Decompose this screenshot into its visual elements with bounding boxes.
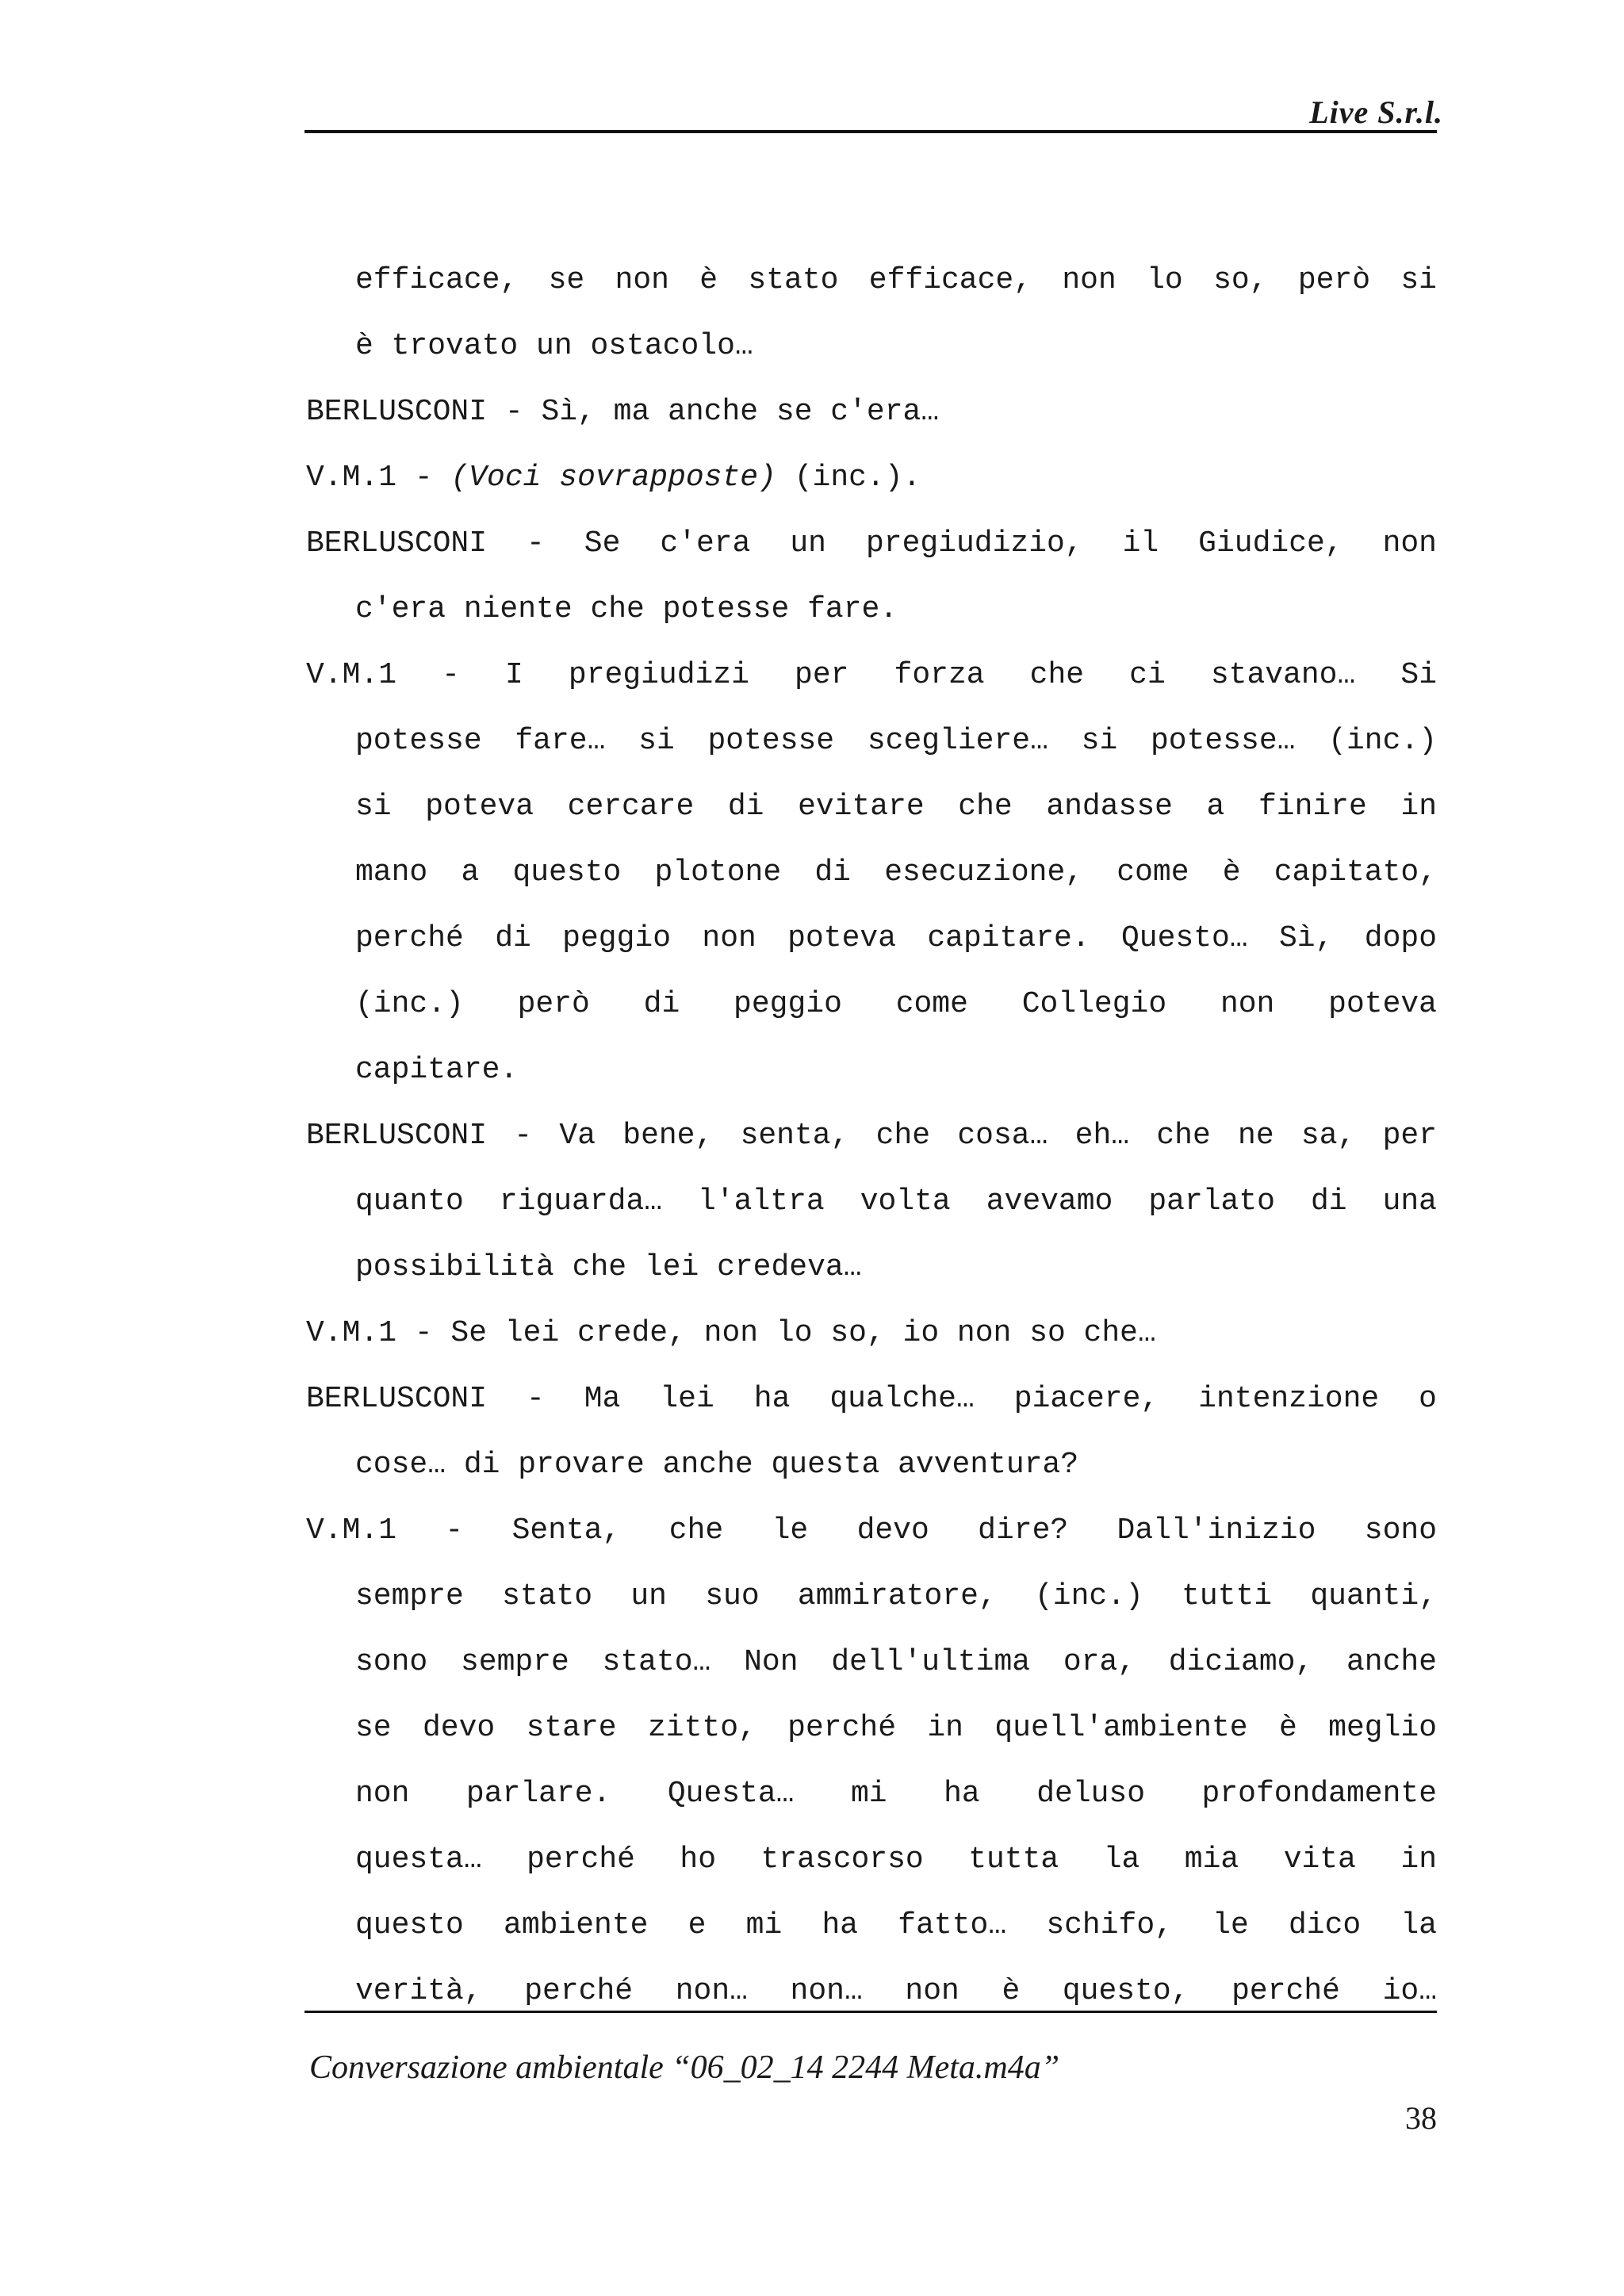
stage-direction: (Voci sovrapposte) — [450, 461, 776, 495]
transcript-line-text: V.M.1 - I pregiudizi per forza che ci stavano… Si — [306, 658, 1437, 692]
transcript-line — [306, 1892, 1437, 1958]
transcript-line-text: BERLUSCONI - Sì, ma anche se c'era… — [306, 395, 940, 429]
transcript-line-text: sempre stato un suo ammiratore, (inc.) tutti quanti, — [355, 1579, 1437, 1613]
transcript-line — [306, 1695, 1437, 1761]
transcript-line — [306, 1366, 1437, 1432]
transcript-line — [306, 1169, 1437, 1234]
transcript-line-text: possibilità che lei credeva… — [355, 1250, 862, 1284]
transcript-line — [306, 774, 1437, 840]
transcript-line-text: questo ambiente e mi ha fatto… schifo, le dico la — [355, 1908, 1437, 1942]
transcript-line-text: perché di peggio non poteva capitare. Questo… Sì, dopo — [355, 921, 1437, 955]
transcript-line — [306, 1958, 1437, 2024]
footer-recording-title: Conversazione ambientale “06_02_14 2244 Meta.m4a” — [309, 2049, 1060, 2086]
transcript-line-text: V.M.1 - Se lei crede, non lo so, io non so che… — [306, 1316, 1156, 1350]
transcript-line — [306, 708, 1437, 774]
transcript-line — [306, 642, 1437, 708]
footer-divider — [304, 2011, 1437, 2013]
transcript-line-text: efficace, se non è stato efficace, non lo so, però si — [355, 263, 1437, 297]
transcript-line-text: quanto riguarda… l'altra volta avevamo parlato di una — [355, 1184, 1437, 1219]
transcript-line — [306, 1432, 1437, 1498]
transcript-line — [306, 1629, 1437, 1695]
transcript-line — [306, 971, 1437, 1037]
transcript-line-text: sono sempre stato… Non dell'ultima ora, diciamo, anche — [355, 1645, 1437, 1679]
transcript-line — [306, 1563, 1437, 1629]
transcript-line — [306, 1103, 1437, 1169]
transcript-line-text: BERLUSCONI - Va bene, senta, che cosa… eh… che ne sa, per — [306, 1119, 1437, 1153]
transcript-line-text: questa… perché ho trascorso tutta la mia vita in — [355, 1843, 1437, 1877]
transcript-line-text: mano a questo plotone di esecuzione, come è capitato, — [355, 855, 1437, 890]
transcript-line — [306, 1827, 1437, 1892]
transcript-line — [306, 1234, 1437, 1300]
transcript-line-text: non parlare. Questa… mi ha deluso profondamente — [355, 1777, 1437, 1811]
transcript-line-text: se devo stare zitto, perché in quell'ambiente è meglio — [355, 1711, 1437, 1745]
transcript-line-text: c'era niente che potesse fare. — [355, 592, 898, 626]
transcript-line-text: potesse fare… si potesse scegliere… si potesse… (inc.) — [355, 724, 1437, 758]
transcript-line — [306, 379, 1437, 445]
transcript-line-text: verità, perché non… non… non è questo, perché io… — [355, 1974, 1437, 2008]
transcript-line-text: V.M.1 - Senta, che le devo dire? Dall'inizio sono — [306, 1513, 1437, 1548]
transcript-line-text: (inc.). — [776, 461, 921, 495]
header-company-name: Live S.r.l. — [1309, 94, 1443, 130]
transcript-line-text: V.M.1 - — [306, 461, 451, 495]
transcript-line — [306, 511, 1437, 576]
transcript-line-text: BERLUSCONI - Ma lei ha qualche… piacere, intenzione o — [306, 1382, 1437, 1416]
transcript-line-text: cose… di provare anche questa avventura? — [355, 1448, 1079, 1482]
transcript-line — [306, 1300, 1437, 1366]
transcript-line-text: capitare. — [355, 1053, 519, 1087]
transcript-line — [306, 576, 1437, 642]
transcript-line-text: (inc.) però di peggio come Collegio non poteva — [355, 987, 1437, 1021]
transcript-line-text: si poteva cercare di evitare che andasse a finire in — [355, 790, 1437, 824]
transcript-line — [306, 1761, 1437, 1827]
transcript-line — [306, 905, 1437, 971]
transcript-line-text: è trovato un ostacolo… — [355, 329, 753, 363]
transcript-line — [306, 445, 1437, 511]
transcript-body — [306, 247, 1437, 2024]
transcript-line — [306, 313, 1437, 379]
transcript-line — [306, 840, 1437, 905]
transcript-line — [306, 1498, 1437, 1563]
page-number: 38 — [1405, 2100, 1437, 2136]
transcript-line — [306, 247, 1437, 313]
transcript-line — [306, 1037, 1437, 1103]
transcript-line-text: BERLUSCONI - Se c'era un pregiudizio, il Giudice, non — [306, 526, 1437, 561]
header-divider — [304, 130, 1437, 133]
